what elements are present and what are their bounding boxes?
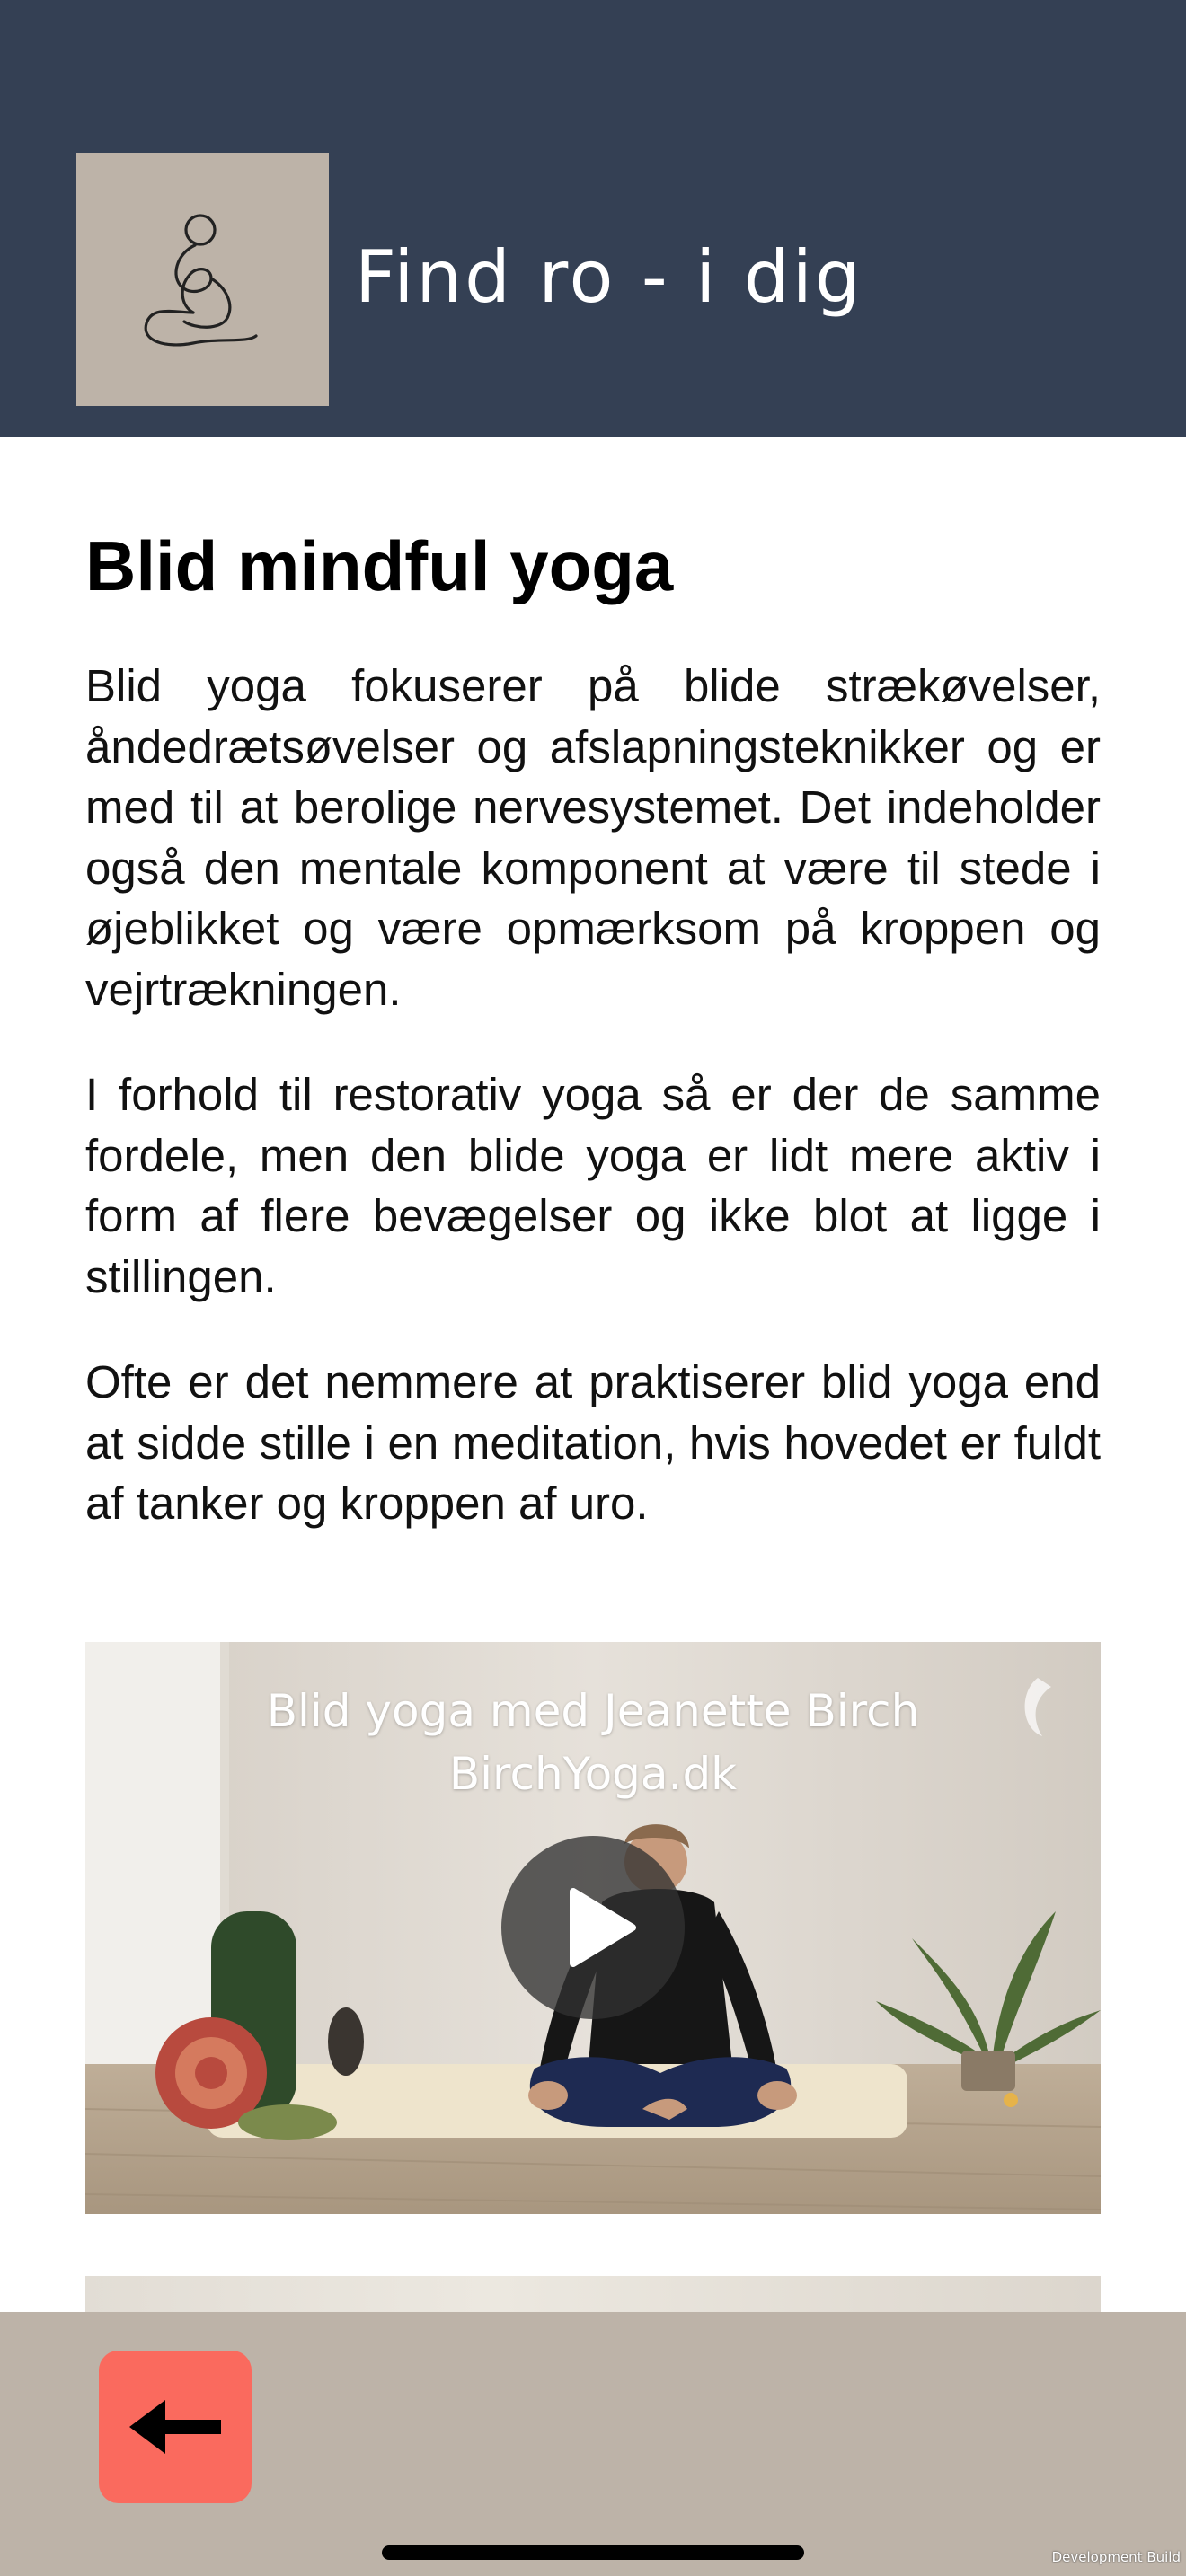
app-logo — [76, 153, 329, 406]
video-caption-site: BirchYoga.dk — [448, 1748, 738, 1800]
article — [85, 521, 1101, 1579]
play-button[interactable] — [501, 1836, 685, 2019]
back-button[interactable] — [99, 2351, 252, 2503]
video-player-2[interactable] — [85, 2276, 1101, 2312]
app-header — [0, 0, 1186, 437]
brand-title: Find ro - i dig — [355, 235, 863, 319]
page-title: Blid mindful yoga — [85, 526, 674, 605]
build-label: Development Build — [1051, 2549, 1181, 2565]
bottom-bar — [0, 2312, 1186, 2576]
meditating-figure-icon — [76, 153, 329, 406]
video-player[interactable] — [85, 1642, 1101, 2214]
play-icon — [501, 1836, 685, 2019]
arrow-left-icon — [99, 2351, 252, 2503]
article-paragraph-2: I forhold til restorativ yoga så er der de samme fordele, men den blide yoga er lidt mere aktiv i form af flere bevægelser og ikke blot at ligge i stillingen. — [85, 1069, 1101, 1302]
video-caption-title: Blid yoga med Jeanette Birch — [266, 1685, 920, 1737]
home-indicator[interactable] — [382, 2545, 804, 2560]
article-paragraph-3: Ofte er det nemmere at praktiserer blid yoga end at sidde stille i en meditation, hvis hovedet er fuldt af tanker og kroppen af uro. — [85, 1356, 1101, 1529]
article-paragraph-1: Blid yoga fokuserer på blide strækøvelser, åndedrætsøvelser og afslapningsteknikker og er med til at berolige nervesystemet. Det indeholder også den mentale komponent at være til stede i øjeblikket og være opmærksom på kroppen og vejrtrækningen. — [85, 660, 1101, 1015]
